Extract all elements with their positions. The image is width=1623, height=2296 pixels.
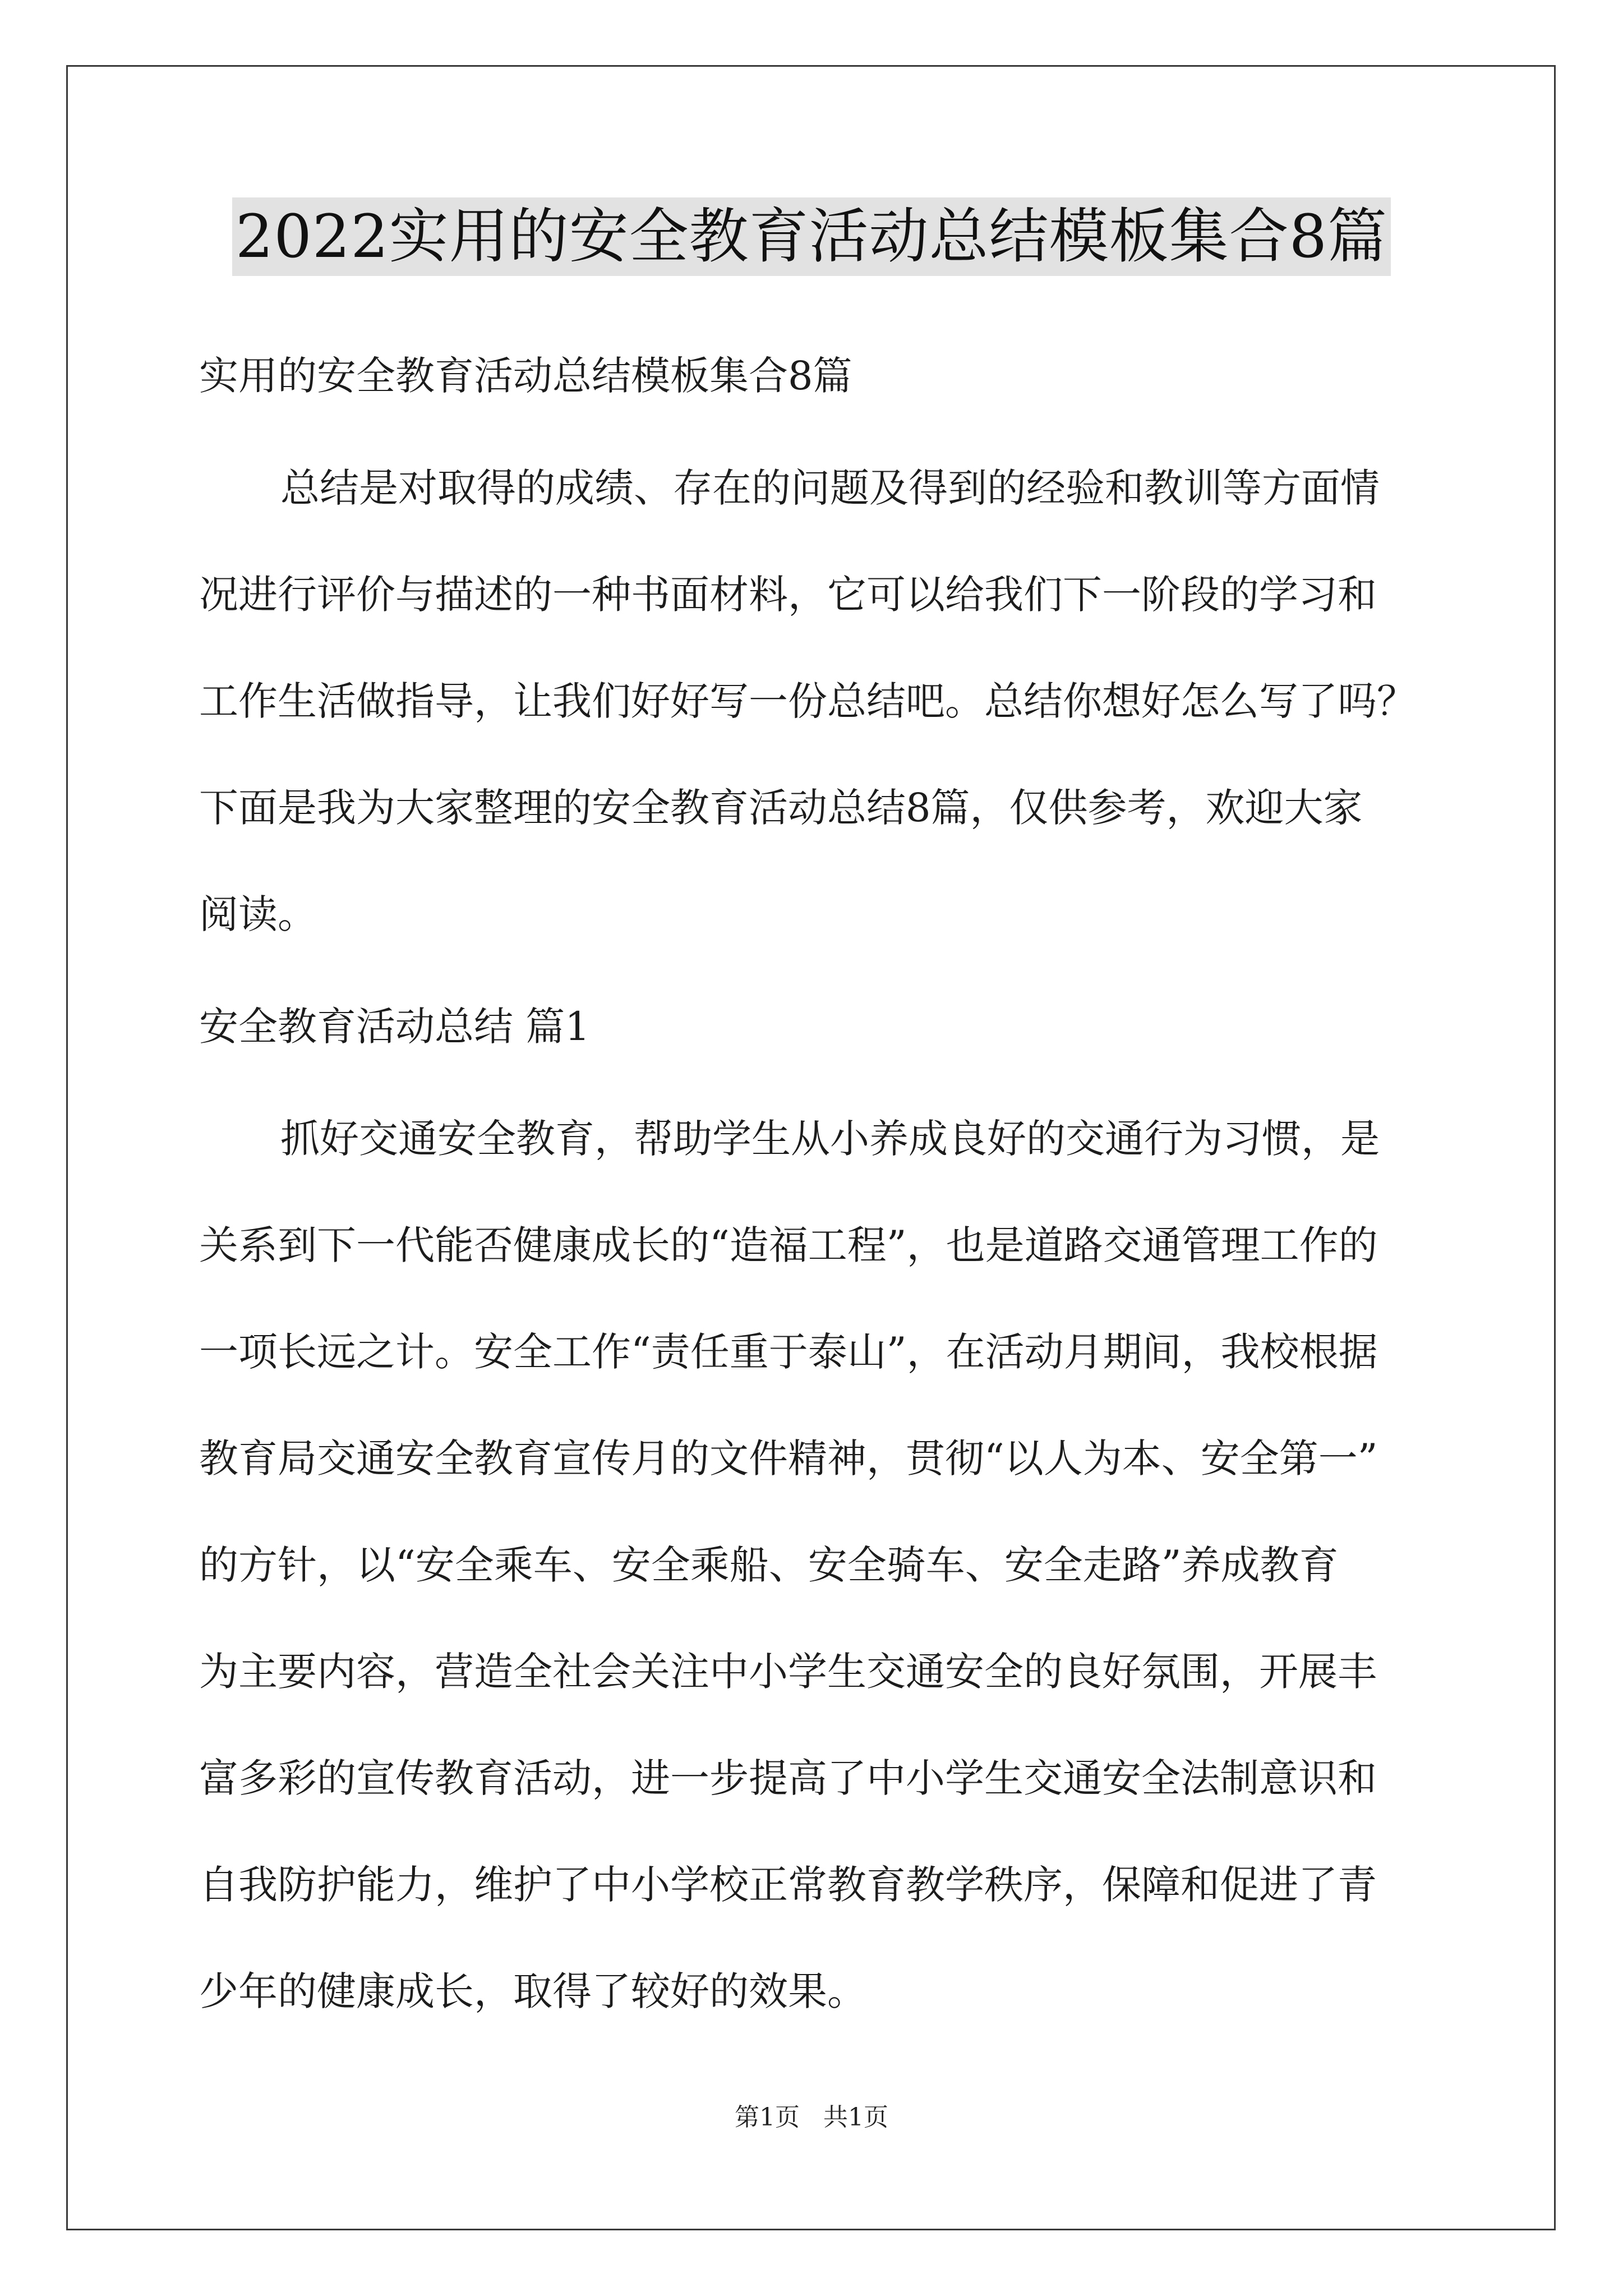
intro-line: 下面是我为大家整理的安全教育活动总结8篇，仅供参考，欢迎大家	[199, 785, 1363, 831]
section-line: 抓好交通安全教育，帮助学生从小养成良好的交通行为习惯，是	[280, 1116, 1380, 1162]
section-line: 一项长远之计。安全工作“责任重于泰山”，在活动月期间，我校根据	[199, 1329, 1378, 1375]
section-line: 自我防护能力，维护了中小学校正常教育教学秩序，保障和促进了青	[199, 1862, 1377, 1908]
intro-line: 况进行评价与描述的一种书面材料，它可以给我们下一阶段的学习和	[199, 572, 1377, 618]
document-title: 2022实用的安全教育活动总结模板集合8篇	[232, 197, 1391, 276]
page-footer: 第1页 共1页	[735, 2103, 888, 2132]
intro-line: 总结是对取得的成绩、存在的问题及得到的经验和教训等方面情	[280, 465, 1380, 511]
intro-line: 工作生活做指导，让我们好好写一份总结吧。总结你想好怎么写了吗？	[199, 678, 1416, 724]
title-container	[0, 197, 1623, 276]
document-subtitle: 实用的安全教育活动总结模板集合8篇	[199, 353, 852, 399]
section-line: 富多彩的宣传教育活动，进一步提高了中小学生交通安全法制意识和	[199, 1755, 1377, 1801]
section-line: 教育局交通安全教育宣传月的文件精神，贯彻“以人为本、安全第一”	[199, 1435, 1378, 1481]
section-line: 关系到下一代能否健康成长的“造福工程”，也是道路交通管理工作的	[199, 1222, 1378, 1268]
intro-line: 阅读。	[199, 891, 317, 937]
section-heading: 安全教育活动总结 篇1	[199, 1004, 590, 1050]
section-line: 为主要内容，营造全社会关注中小学生交通安全的良好氛围，开展丰	[199, 1649, 1377, 1695]
section-line: 少年的健康成长，取得了较好的效果。	[199, 1968, 866, 2014]
section-line: 的方针，以“安全乘车、安全乘船、安全骑车、安全走路”养成教育	[199, 1542, 1339, 1588]
